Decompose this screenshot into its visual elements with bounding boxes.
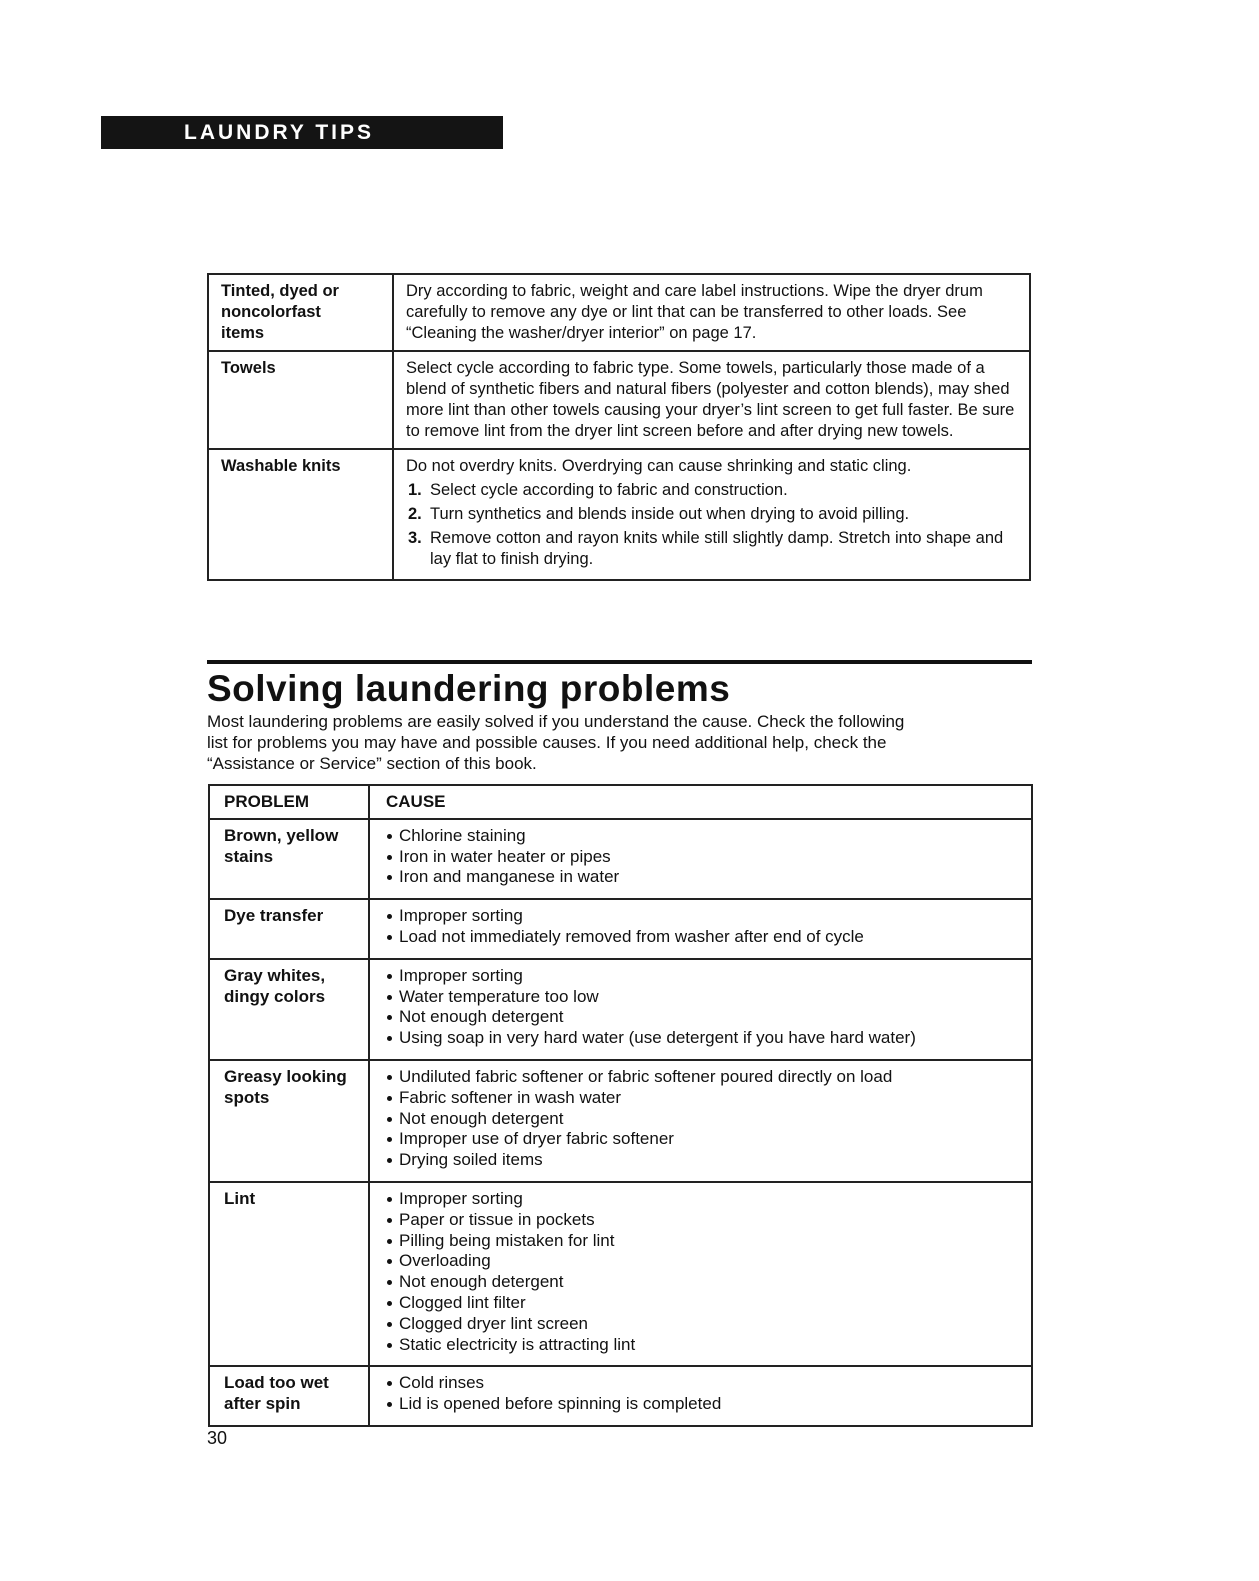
fabric-type-line: Washable knits bbox=[221, 457, 341, 475]
cause-list bbox=[386, 1067, 1021, 1171]
list-item: Paper or tissue in pockets bbox=[386, 1210, 1021, 1231]
care-instructions-text: Dry according to fabric, weight and care label instructions. Wipe the dryer drum carefully to remove any dye or lint that can be transferred to other loads. See “Cleaning the washer/dryer interior” on page 17. bbox=[406, 282, 983, 342]
problem-line: Lint bbox=[224, 1188, 256, 1208]
fabric-care-table bbox=[207, 273, 1031, 581]
cause-column-header: CAUSE bbox=[369, 785, 1032, 819]
fabric-type-cell bbox=[208, 351, 393, 449]
list-item: Lid is opened before spinning is completed bbox=[386, 1394, 1021, 1415]
section-header-title: LAUNDRY TIPS bbox=[184, 121, 375, 144]
problem-cell bbox=[209, 819, 369, 899]
step-number: 2. bbox=[408, 505, 422, 523]
list-item bbox=[406, 504, 1019, 525]
list-item: Not enough detergent bbox=[386, 1272, 1021, 1293]
care-instructions-text: Do not overdry knits. Overdrying can cause shrinking and static cling. bbox=[406, 457, 912, 475]
causes-cell bbox=[369, 1366, 1032, 1426]
step-number: 1. bbox=[408, 481, 422, 499]
list-item: Not enough detergent bbox=[386, 1109, 1021, 1130]
fabric-type-line: Towels bbox=[221, 359, 276, 377]
list-item: Clogged lint filter bbox=[386, 1293, 1021, 1314]
problem-line: Load too wet bbox=[224, 1373, 329, 1393]
laundering-problems-table bbox=[208, 784, 1033, 1427]
list-item: Pilling being mistaken for lint bbox=[386, 1231, 1021, 1252]
list-item: Using soap in very hard water (use detergent if you have hard water) bbox=[386, 1028, 1021, 1049]
list-item: Iron and manganese in water bbox=[386, 867, 1021, 888]
list-item: Clogged dryer lint screen bbox=[386, 1314, 1021, 1335]
step-text: Select cycle according to fabric and construction. bbox=[430, 481, 788, 499]
problem-cell bbox=[209, 1366, 369, 1426]
care-instructions-text: Select cycle according to fabric type. Some towels, particularly those made of a blend of synthetic fibers and natural fibers (polyester and cotton blends), may shed more lint than other towels causing your dryer’s lint screen to get full faster. Be sure to remove lint from the dryer lint screen before and after drying new towels. bbox=[406, 359, 1015, 440]
table-row bbox=[208, 274, 1030, 351]
knit-drying-steps bbox=[406, 480, 1019, 570]
list-item: Static electricity is attracting lint bbox=[386, 1335, 1021, 1356]
fabric-type-line: items bbox=[221, 324, 265, 342]
intro-line: “Assistance or Service” section of this book. bbox=[207, 754, 537, 773]
problem-cell bbox=[209, 1060, 369, 1182]
cause-list bbox=[386, 1373, 1021, 1415]
fabric-type-cell bbox=[208, 274, 393, 351]
list-item: Undiluted fabric softener or fabric softener poured directly on load bbox=[386, 1067, 1021, 1088]
list-item: Improper sorting bbox=[386, 1189, 1021, 1210]
intro-line: list for problems you may have and possible causes. If you need additional help, check the bbox=[207, 733, 887, 752]
problem-line: spots bbox=[224, 1087, 270, 1107]
fabric-type-line: Tinted, dyed or bbox=[221, 282, 339, 300]
fabric-type-line: noncolorfast bbox=[221, 303, 321, 321]
problem-cell bbox=[209, 899, 369, 959]
list-item: Cold rinses bbox=[386, 1373, 1021, 1394]
causes-cell bbox=[369, 1060, 1032, 1182]
fabric-type-cell bbox=[208, 449, 393, 580]
problem-line: Brown, yellow bbox=[224, 825, 339, 845]
table-row bbox=[209, 899, 1032, 959]
intro-line: Most laundering problems are easily solved if you understand the cause. Check the following bbox=[207, 712, 905, 731]
step-text: Remove cotton and rayon knits while still slightly damp. Stretch into shape and lay flat to finish drying. bbox=[430, 529, 1004, 568]
causes-cell bbox=[369, 819, 1032, 899]
table-row bbox=[208, 351, 1030, 449]
section-title: Solving laundering problems bbox=[207, 668, 731, 709]
list-item bbox=[406, 528, 1019, 570]
cause-list bbox=[386, 966, 1021, 1049]
cause-list bbox=[386, 826, 1021, 888]
problem-line: after spin bbox=[224, 1394, 301, 1414]
table-row bbox=[209, 1182, 1032, 1366]
causes-cell bbox=[369, 899, 1032, 959]
problem-line: Greasy looking bbox=[224, 1066, 347, 1086]
list-item: Drying soiled items bbox=[386, 1150, 1021, 1171]
list-item bbox=[406, 480, 1019, 501]
section-header-bar bbox=[101, 116, 503, 149]
problem-cell bbox=[209, 1182, 369, 1366]
problem-line: Gray whites, bbox=[224, 965, 326, 985]
problem-line: dingy colors bbox=[224, 986, 326, 1006]
list-item: Improper sorting bbox=[386, 906, 1021, 927]
problem-cell bbox=[209, 959, 369, 1060]
care-instructions-cell bbox=[393, 449, 1030, 580]
care-instructions-cell bbox=[393, 351, 1030, 449]
causes-cell bbox=[369, 959, 1032, 1060]
list-item: Water temperature too low bbox=[386, 987, 1021, 1008]
step-number: 3. bbox=[408, 529, 422, 547]
causes-cell bbox=[369, 1182, 1032, 1366]
list-item: Chlorine staining bbox=[386, 826, 1021, 847]
table-row bbox=[209, 1366, 1032, 1426]
list-item: Improper sorting bbox=[386, 966, 1021, 987]
list-item: Overloading bbox=[386, 1251, 1021, 1272]
list-item: Load not immediately removed from washer after end of cycle bbox=[386, 927, 1021, 948]
table-row bbox=[209, 819, 1032, 899]
cause-list bbox=[386, 1189, 1021, 1355]
table-row bbox=[209, 959, 1032, 1060]
table-row bbox=[208, 449, 1030, 580]
list-item: Improper use of dryer fabric softener bbox=[386, 1129, 1021, 1150]
care-instructions-cell bbox=[393, 274, 1030, 351]
table-row bbox=[209, 1060, 1032, 1182]
problem-column-header: PROBLEM bbox=[209, 785, 369, 819]
page-number: 30 bbox=[207, 1428, 228, 1448]
step-text: Turn synthetics and blends inside out when drying to avoid pilling. bbox=[430, 505, 910, 523]
section-intro bbox=[207, 711, 1007, 774]
table-header-row bbox=[209, 785, 1032, 819]
cause-list bbox=[386, 906, 1021, 948]
list-item: Iron in water heater or pipes bbox=[386, 847, 1021, 868]
problem-line: stains bbox=[224, 846, 274, 866]
section-divider bbox=[207, 660, 1032, 664]
list-item: Not enough detergent bbox=[386, 1007, 1021, 1028]
list-item: Fabric softener in wash water bbox=[386, 1088, 1021, 1109]
problem-line: Dye transfer bbox=[224, 906, 324, 926]
